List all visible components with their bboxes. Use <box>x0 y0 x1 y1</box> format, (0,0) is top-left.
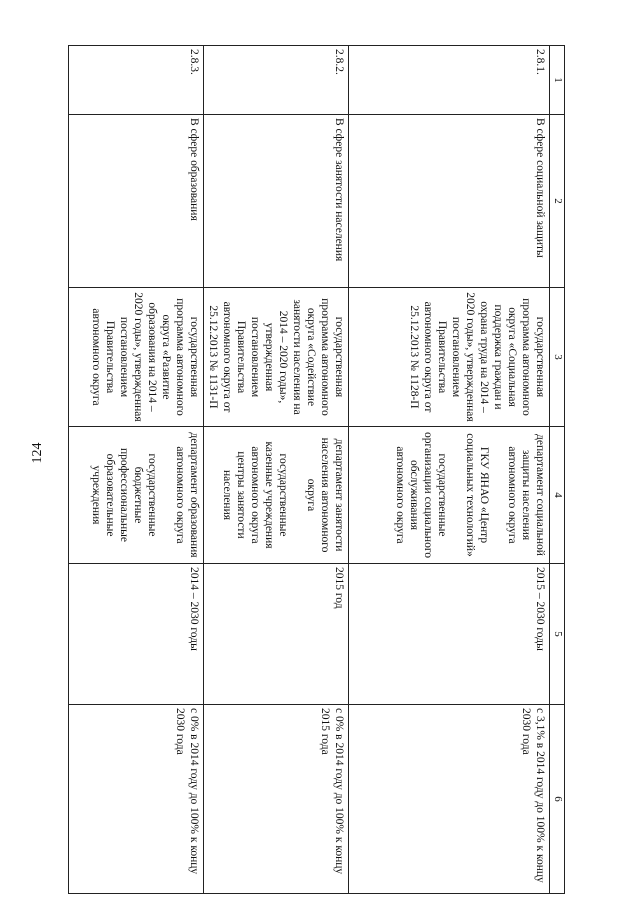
period-cell: 2015 – 2030 годы <box>349 564 550 705</box>
table-row <box>69 46 204 894</box>
table-row <box>204 46 349 894</box>
target-cell: с 3,1% в 2014 году до 100% к концу 2030 года <box>349 705 550 894</box>
executor-line: департамент занятости населения автономного округа <box>305 437 345 553</box>
row-number: 2.8.3. <box>69 46 204 115</box>
target-cell: с 0% в 2014 году до 100% к концу 2030 года <box>69 705 204 894</box>
executor-line: государственные организации социального обслуживания автономного округа <box>394 431 448 559</box>
executor-cell <box>204 427 349 564</box>
period-cell: 2014 – 2030 годы <box>69 564 204 705</box>
row-number: 2.8.2. <box>204 46 349 115</box>
sphere-cell: В сфере занятости населения <box>204 115 349 288</box>
executor-cell <box>69 427 204 564</box>
executor-line: государственные бюджетные профессиональные образовательные учреждения <box>90 448 158 542</box>
header-col-1: 1 <box>550 46 565 115</box>
rotated-table-container <box>70 45 565 883</box>
target-cell: с 0% в 2014 году до 100% к концу 2015 года <box>204 705 349 894</box>
header-col-2: 2 <box>550 115 565 288</box>
program-cell: государственная программа автономного округа «Развитие образования на 2014 – 2020 годы», утвержденная постановлением Правительства автономного округа <box>69 288 204 427</box>
executor-line: государственные казенные учреждения автономного округа центры занятости населения <box>221 441 289 549</box>
executor-line: департамент социальной защиты населения автономного округа <box>506 434 546 556</box>
period-cell: 2015 год <box>204 564 349 705</box>
header-col-5: 5 <box>550 564 565 705</box>
executor-cell <box>349 427 550 564</box>
sphere-cell: В сфере образования <box>69 115 204 288</box>
measures-table <box>68 45 565 894</box>
program-cell: государственная программа автономного округа «Содействие занятости населения на 2014 – 2020 годы», утвержденная постановлением Правительства автономного округа от 25.12.2013 № 1131-П <box>204 288 349 427</box>
sphere-cell: В сфере социальной защиты <box>349 115 550 288</box>
header-row <box>550 46 565 894</box>
row-number: 2.8.1. <box>349 46 550 115</box>
executor-line: ГКУ ЯНАО «Центр социальных технологий» <box>464 433 490 557</box>
header-col-3: 3 <box>550 288 565 427</box>
header-col-4: 4 <box>550 427 565 564</box>
table-row <box>349 46 550 894</box>
page-number: 124 <box>30 442 45 464</box>
executor-line: департамент образования автономного округа <box>174 432 200 558</box>
program-cell: государственная программа автономного округа «Социальная поддержка граждан и охрана труда на 2014 – 2020 годы», утвержденная постановлением Правительства автономного округа от 25.12.2013 № 1128-П <box>349 288 550 427</box>
header-col-6: 6 <box>550 705 565 894</box>
